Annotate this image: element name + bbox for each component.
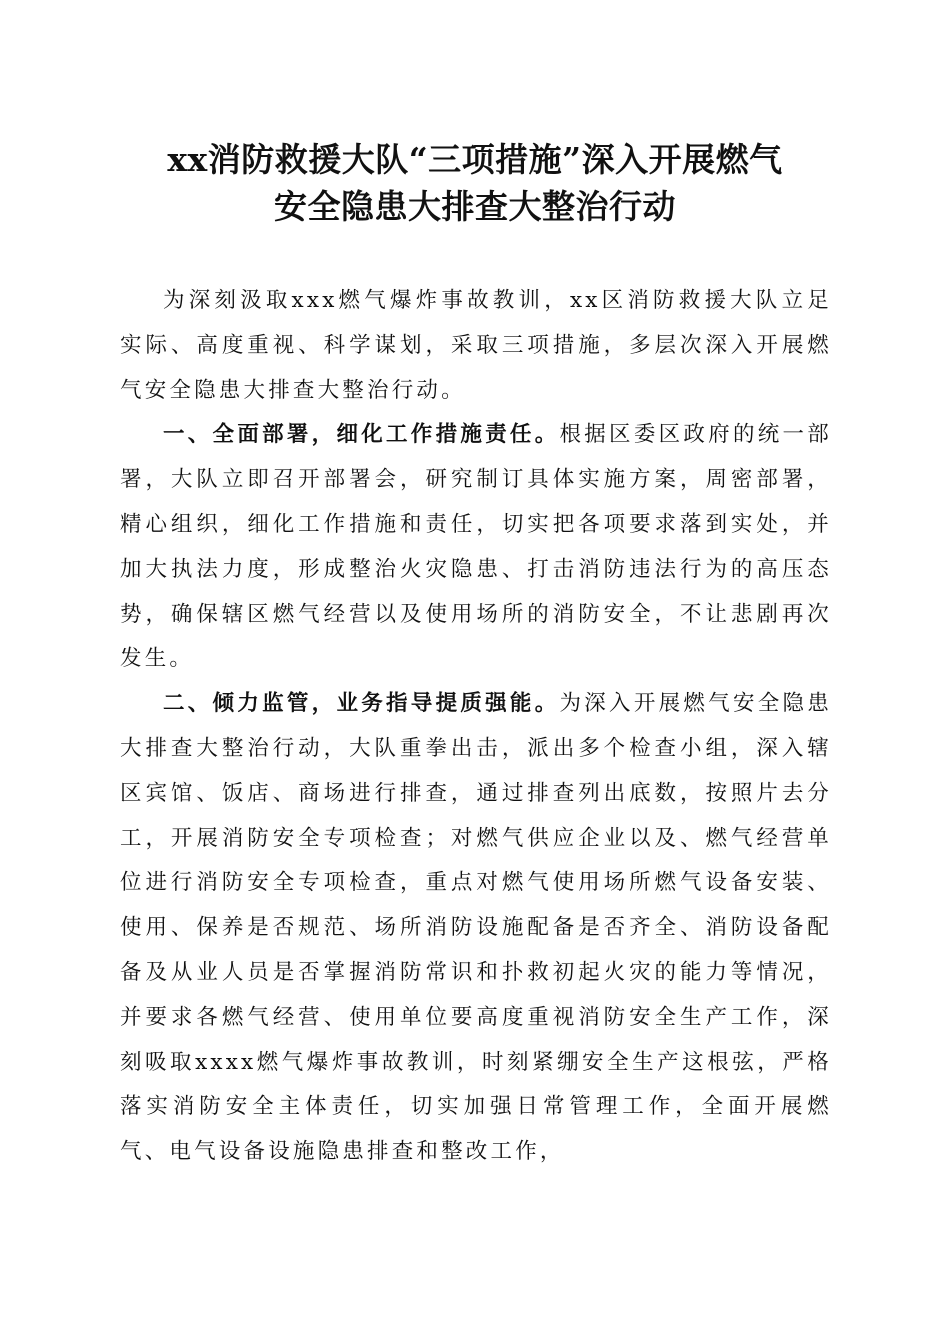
paragraph-text: 为深刻汲取xxx燃气爆炸事故教训，xx区消防救援大队立足实际、高度重视、科学谋划，采取三项措施，多层次深入开展燃气安全隐患大排查大整治行动。	[120, 288, 832, 403]
paragraph-section-2	[120, 682, 832, 1175]
paragraph-text: 为深入开展燃气安全隐患大排查大整治行动，大队重拳出击，派出多个检查小组，深入辖区宾馆、饭店、商场进行排查，通过排查列出底数，按照片去分工，开展消防安全专项检查；对燃气供应企业以及、燃气经营单位进行消防安全专项检查，重点对燃气使用场所燃气设备安装、使用、保养是否规范、场所消防设施配备是否齐全、消防设备配备及从业人员是否掌握消防常识和扑救初起火灾的能力等情况，并要求各燃气经营、使用单位要高度重视消防安全生产工作，深刻吸取xxxx燃气爆炸事故教训，时刻紧绷安全生产这根弦，严格落实消防安全主体责任，切实加强日常管理工作，全面开展燃气、电气设备设施隐患排查和整改工作，	[120, 691, 833, 1165]
paragraph-intro	[120, 279, 832, 413]
paragraph-text: 根据区委区政府的统一部署，大队立即召开部署会，研究制订具体实施方案，周密部署，精心组织，细化工作措施和责任，切实把各项要求落到实处，并加大执法力度，形成整治火灾隐患、打击消防违法行为的高压态势，确保辖区燃气经营以及使用场所的消防安全，不让悲剧再次发生。	[120, 422, 833, 672]
section-heading: 二、倾力监管，业务指导提质强能。	[163, 691, 560, 717]
paragraph-section-1	[120, 413, 832, 682]
title-line-1: xx消防救援大队“三项措施”深入开展燃气	[167, 140, 783, 179]
title-line-2: 安全隐患大排查大整治行动	[274, 187, 676, 226]
section-heading: 一、全面部署，细化工作措施责任。	[163, 422, 560, 448]
document-title	[100, 136, 850, 230]
document-body	[120, 279, 832, 1175]
